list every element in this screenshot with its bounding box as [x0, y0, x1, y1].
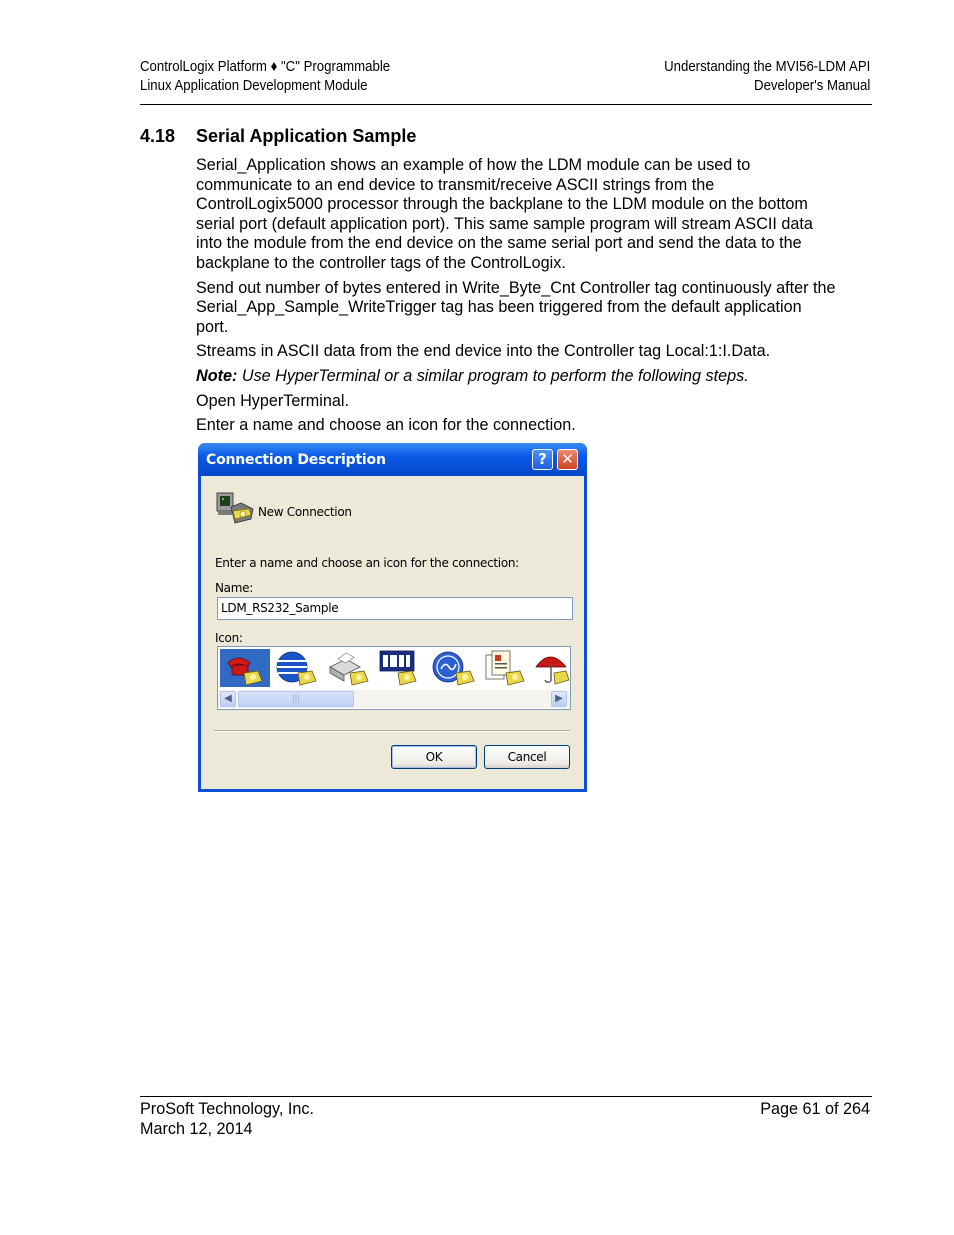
new-connection-icon: [215, 489, 255, 527]
icon-horizontal-scrollbar[interactable]: [218, 690, 570, 708]
blue-globe-icon[interactable]: [272, 649, 322, 687]
dialog-title-bar: [198, 443, 587, 476]
page-header-right: [664, 57, 870, 95]
paragraph-send: Send out number of bytes entered in Write_Byte_Cnt Controller tag continuously after the Serial_App_Sample_WriteTrigger tag has been triggered from the default application port.: [196, 278, 836, 336]
scroll-left-button[interactable]: ◀: [220, 691, 236, 707]
name-label: Name:: [215, 581, 253, 595]
page-footer-right: [760, 1099, 870, 1119]
step-enter-name: Enter a name and choose an icon for the connection.: [196, 416, 576, 435]
instruction-text: Enter a name and choose an icon for the connection:: [215, 556, 519, 570]
footer-divider: [140, 1096, 872, 1097]
footer-page-number: Page 61 of 264: [760, 1100, 870, 1118]
cancel-button[interactable]: Cancel: [484, 745, 570, 769]
icon-picker[interactable]: [217, 646, 571, 710]
ge-logo-icon[interactable]: [428, 649, 478, 687]
scroll-right-button[interactable]: ▶: [551, 691, 567, 707]
icon-label: Icon:: [215, 631, 243, 645]
section-title: Serial Application Sample: [196, 126, 417, 146]
new-connection-label: New Connection: [258, 505, 352, 519]
paragraph-streams: Streams in ASCII data from the end device into the Controller tag Local:1:I.Data.: [196, 342, 771, 361]
step-open-hyperterminal: Open HyperTerminal.: [196, 391, 349, 410]
section-heading: [140, 125, 416, 147]
connection-description-dialog: [198, 443, 587, 792]
name-input[interactable]: LDM_RS232_Sample: [217, 597, 573, 620]
header-divider: [140, 104, 872, 105]
scroll-thumb[interactable]: |||: [238, 691, 354, 707]
header-manual-line: Developer's Manual: [753, 77, 870, 94]
dialog-separator: [214, 730, 570, 732]
header-product-line: ControlLogix Platform ♦ "C" Programmable: [140, 58, 391, 75]
note-label: Note:: [196, 366, 238, 385]
header-chapter-line: Understanding the MVI56-LDM API: [663, 58, 870, 75]
fax-machine-icon[interactable]: [324, 649, 374, 687]
footer-company: ProSoft Technology, Inc.: [140, 1100, 314, 1118]
ok-button[interactable]: OK: [391, 745, 477, 769]
note-text: Use HyperTerminal or a similar program to perform the following steps.: [237, 366, 749, 385]
page-header-left: [140, 57, 390, 95]
red-phone-icon[interactable]: [220, 649, 270, 687]
close-button[interactable]: ✕: [557, 449, 578, 470]
note: [196, 367, 836, 387]
header-module-line: Linux Application Development Module: [140, 77, 368, 94]
dialog-client-area: [201, 476, 584, 789]
section-body: [196, 156, 836, 441]
document-icon[interactable]: [480, 649, 530, 687]
page-footer-left: [140, 1099, 314, 1139]
mci-icon[interactable]: [376, 649, 426, 687]
paragraph-intro: Serial_Application shows an example of how the LDM module can be used to communicate to an end device to transmit/receive ASCII strings from the ControlLogix5000 processor through the backplane to the LDM module on the bottom serial port (default application port). This same sample program will stream ASCII data into the module from the end device on the same serial port and send the data to the backplane to the controller tags of the ControlLogix.: [196, 156, 813, 272]
umbrella-icon[interactable]: [532, 649, 570, 687]
help-button[interactable]: ?: [532, 449, 553, 470]
section-number: 4.18: [140, 126, 176, 146]
footer-date: March 12, 2014: [140, 1120, 253, 1138]
dialog-title: Connection Description: [206, 452, 386, 468]
